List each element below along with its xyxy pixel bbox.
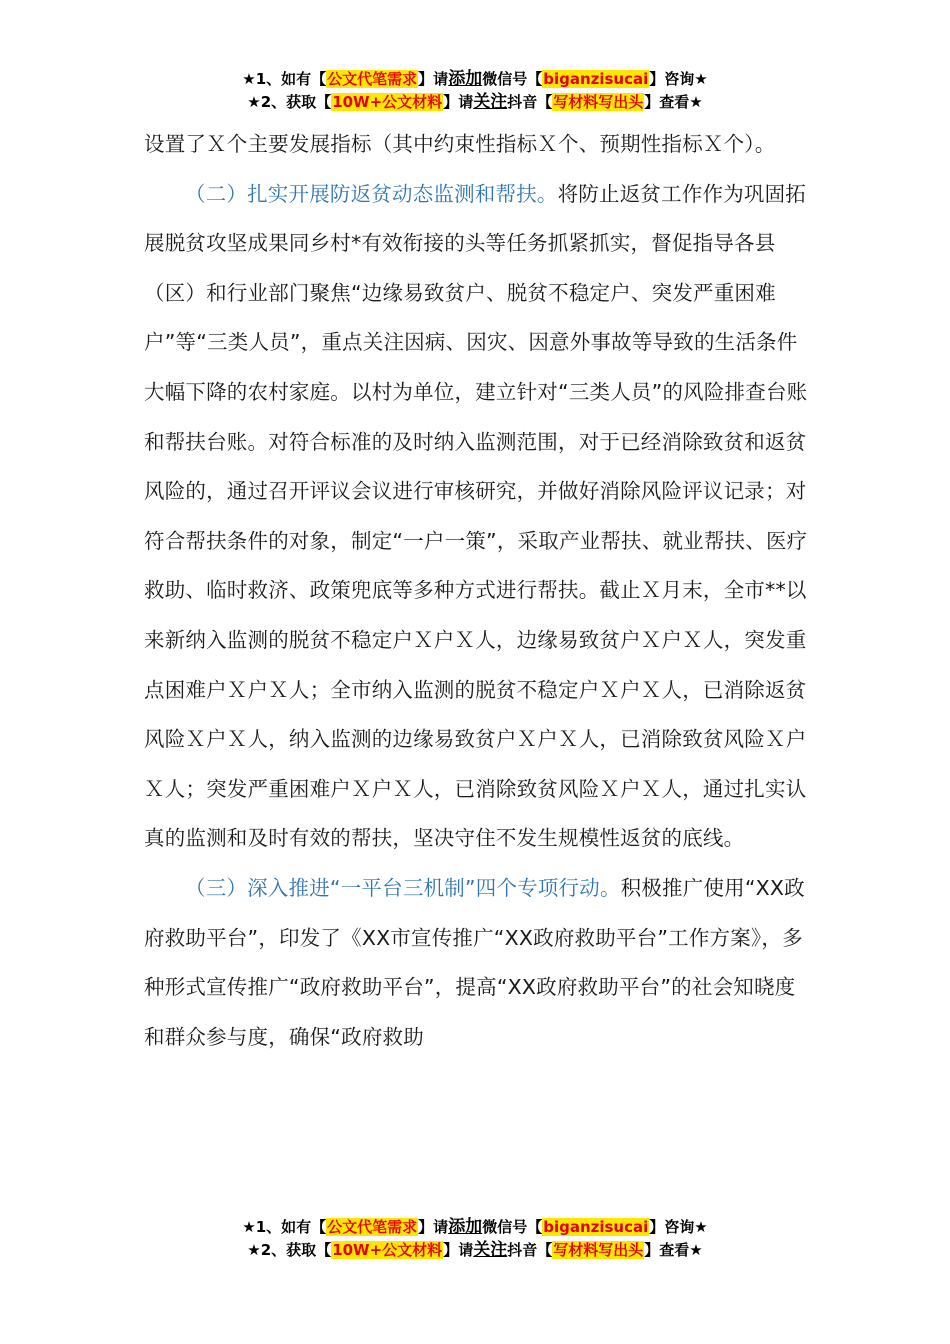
footer-banner bbox=[0, 1216, 950, 1262]
header-banner bbox=[0, 68, 950, 114]
highlight-text: 写材料写出头 bbox=[553, 1241, 644, 1259]
banner-line-1: ★1、如有【公文代笔需求】请添加微信号【biganzisucai】咨询★ bbox=[242, 69, 708, 89]
paragraph-1: 设置了Ｘ个主要发展指标（其中约束性指标Ｘ个、预期性指标Ｘ个）。 bbox=[144, 132, 776, 156]
highlight-text: 公文代笔需求 bbox=[327, 1218, 418, 1236]
highlight-text: 公文代笔需求 bbox=[327, 70, 418, 88]
highlight-text: biganzisucai bbox=[543, 1218, 649, 1236]
highlight-text: 10W+公文材料 bbox=[332, 93, 443, 111]
section-heading-2: （二）扎实开展防返贫动态监测和帮扶。 bbox=[185, 181, 558, 206]
highlight-text: 写材料写出头 bbox=[553, 93, 644, 111]
highlight-text: 10W+公文材料 bbox=[332, 1241, 443, 1259]
section-heading-3: （三）深入推进“一平台三机制”四个专项行动。 bbox=[185, 875, 621, 900]
highlight-text: biganzisucai bbox=[543, 70, 649, 88]
banner-line-2: ★2、获取【10W+公文材料】请关注抖音【写材料写出头】查看★ bbox=[247, 1240, 703, 1260]
document-body bbox=[144, 120, 812, 1062]
banner-line-2: ★2、获取【10W+公文材料】请关注抖音【写材料写出头】查看★ bbox=[247, 92, 703, 112]
paragraph-2: （二）扎实开展防返贫动态监测和帮扶。将防止返贫工作作为巩固拓展脱贫攻坚成果同乡村*有效衔接的头等任务抓紧抓实，督促指导各县（区）和行业部门聚焦“边缘易致贫户、脱贫不稳定户、突发严重困难户”等“三类人员”，重点关注因病、因灾、因意外事故等导致的生活条件大幅下降的农村家庭。以村为单位，建立针对“三类人员”的风险排查台账和帮扶台账。对符合标准的及时纳入监测范围，对于已经消除致贫和返贫风险的，通过召开评议会议进行审核研究，并做好消除风险评议记录；对符合帮扶条件的对象，制定“一户一策”，采取产业帮扶、就业帮扶、医疗救助、临时救济、政策兜底等多种方式进行帮扶。截止Ｘ月末，全市**以来新纳入监测的脱贫不稳定户Ｘ户Ｘ人，边缘易致贫户Ｘ户Ｘ人，突发重点困难户Ｘ户Ｘ人；全市纳入监测的脱贫不稳定户Ｘ户Ｘ人，已消除返贫风险Ｘ户Ｘ人，纳入监测的边缘易致贫户Ｘ户Ｘ人，已消除致贫风险Ｘ户Ｘ人；突发严重困难户Ｘ户Ｘ人，已消除致贫风险Ｘ户Ｘ人，通过扎实认真的监测和及时有效的帮扶，坚决守住不发生规模性返贫的底线。 bbox=[144, 181, 808, 851]
paragraph-3: （三）深入推进“一平台三机制”四个专项行动。积极推广使用“XX政府救助平台”，印发了《XX市宣传推广“XX政府救助平台”工作方案》，多种形式宣传推广“政府救助平台”，提高“XX政府救助平台”的社会知晓度和群众参与度，确保“政府救助 bbox=[144, 875, 805, 1049]
banner-line-1: ★1、如有【公文代笔需求】请添加微信号【biganzisucai】咨询★ bbox=[242, 1217, 708, 1237]
